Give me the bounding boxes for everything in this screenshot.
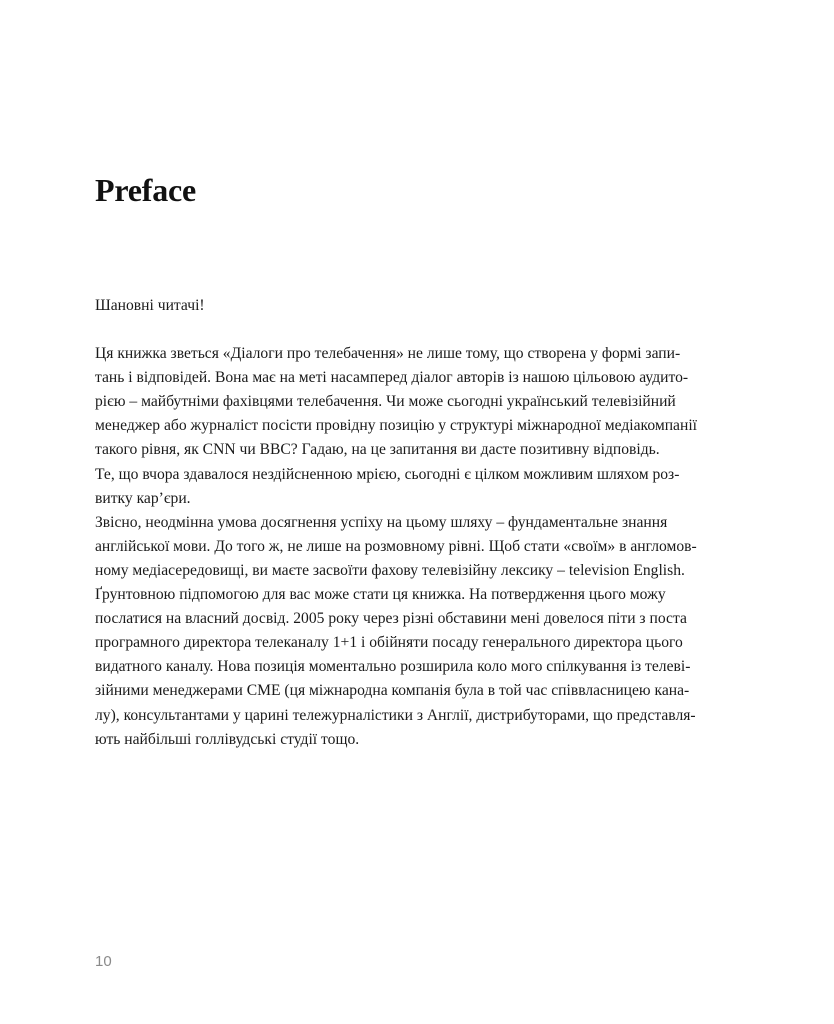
text-line: рією – майбутніми фахівцями телебачення. Чи може сьогодні український телевізійний bbox=[95, 393, 676, 411]
text-line: англійської мови. До того ж, не лише на розмовному рівні. Щоб стати «своїм» в англомов- bbox=[95, 537, 697, 555]
text-line: програмного директора телеканалу 1+1 і обійняти посаду генерального директора цього bbox=[95, 634, 683, 652]
text-line: послатися на власний досвід. 2005 року через різні обставини мені довелося піти з поста bbox=[95, 610, 687, 628]
text-line: зійними менеджерами CME (ця міжнародна компанія була в той час співвласницею кана- bbox=[95, 682, 690, 700]
text-line: Те, що вчора здавалося нездійсненною мрією, сьогодні є цілком можливим шляхом роз- bbox=[95, 465, 680, 483]
text-line: менеджер або журналіст посісти провідну позицію у структурі міжнародної медіакомпанії bbox=[95, 417, 697, 435]
text-line: лу), консультантами у царині тележурналістики з Англії, дистрибуторами, що представля- bbox=[95, 706, 696, 724]
text-line: тань і відповідей. Вона має на меті насамперед діалог авторів із нашою цільовою аудито- bbox=[95, 369, 689, 387]
text-line: видатного каналу. Нова позиція моментально розширила коло мого спілкування із телеві- bbox=[95, 658, 691, 676]
page-number: 10 bbox=[95, 953, 112, 970]
text-line: витку кар’єри. bbox=[95, 489, 191, 507]
preface-content bbox=[95, 294, 740, 752]
text-line: ному медіасередовищі, ви маєте засвоїти фахову телевізійну лексику – television English. bbox=[95, 561, 685, 579]
text-line: такого рівня, як CNN чи BBC? Гадаю, на це запитання ви дасте позитивну відповідь. bbox=[95, 441, 660, 459]
body-paragraph bbox=[95, 342, 740, 752]
page-title: Preface bbox=[95, 172, 197, 208]
text-line: Ця книжка зветься «Діалоги про телебачення» не лише тому, що створена у формі запи- bbox=[95, 345, 681, 363]
greeting: Шановні читачі! bbox=[95, 297, 205, 314]
text-line: Ґрунтовною підпомогою для вас може стати ця книжка. На потвердження цього можу bbox=[95, 586, 666, 604]
text-line: ють найбільші голлівудські студії тощо. bbox=[95, 730, 360, 748]
text-line: Звісно, неодмінна умова досягнення успіху на цьому шляху – фундаментальне знання bbox=[95, 513, 668, 531]
